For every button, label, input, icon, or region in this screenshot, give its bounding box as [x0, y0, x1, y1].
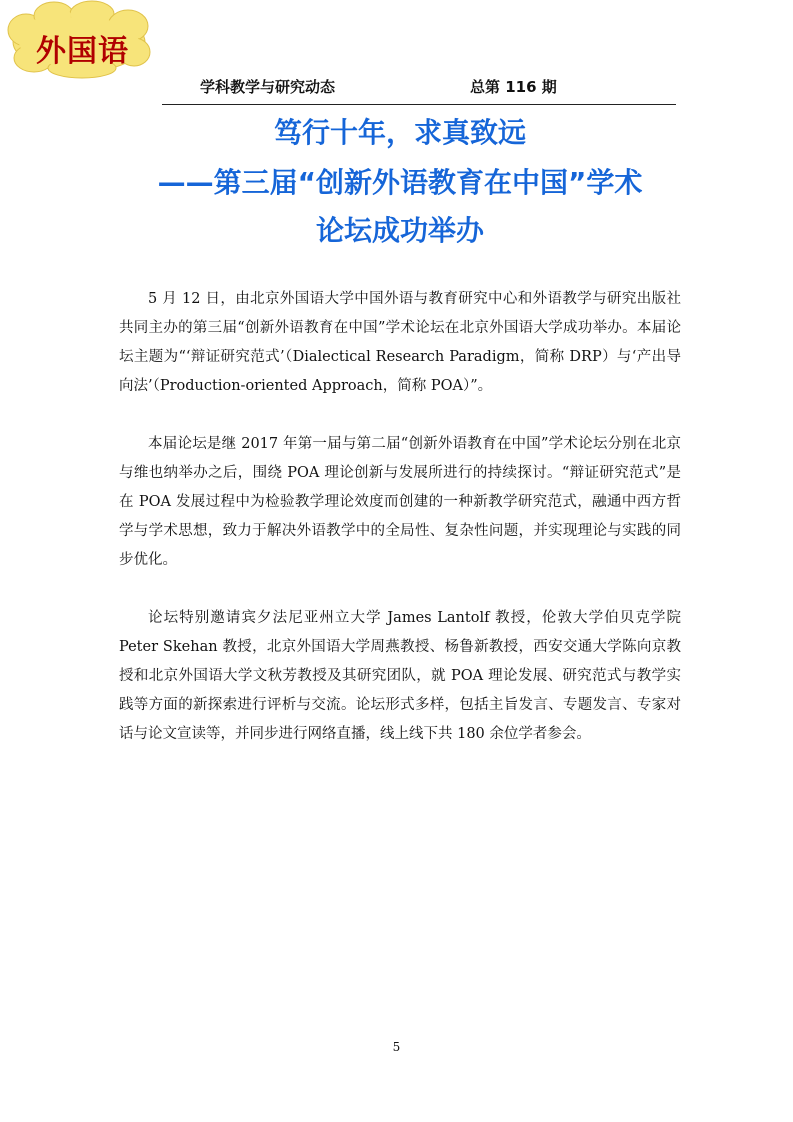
- running-header: [162, 74, 676, 105]
- header-journal-section: 学科教学与研究动态: [200, 78, 336, 96]
- logo-text: 外国语: [36, 34, 129, 69]
- article-title-line-1: 笃行十年，求真致远: [273, 116, 526, 149]
- logo: [4, 0, 154, 80]
- page-number: 5: [392, 1040, 401, 1054]
- article-body: [119, 285, 681, 778]
- article-title-line-2: ——第三届“创新外语教育在中国”学术: [157, 166, 643, 199]
- header-issue-number: 总第 116 期: [470, 78, 557, 96]
- body-paragraph-3: 论坛特别邀请宾夕法尼亚州立大学 James Lantolf 教授，伦敦大学伯贝克学院 Peter Skehan 教授，北京外国语大学周燕教授、杨鲁新教授，西安交通大学陈向京教授和北京外国语大学文秋芳教授及其研究团队，就 POA 理论发展、研究范式与教学实践等方面的新探索进行评析与交流。论坛形式多样，包括主旨发言、专题发言、专家对话与论文宣读等，并同步进行网络直播，线上线下共 180 余位学者参会。: [119, 610, 681, 742]
- body-paragraph-1: 5 月 12 日，由北京外国语大学中国外语与教育研究中心和外语教学与研究出版社共同主办的第三届“创新外语教育在中国”学术论坛在北京外国语大学成功举办。本届论坛主题为“‘辩证研究范式’（Dialectical Research Paradigm，简称 DRP）与‘产出导向法’（Production-oriented Approach，简称 POA）”。: [119, 291, 681, 394]
- body-paragraph-2: 本届论坛是继 2017 年第一届与第二届“创新外语教育在中国”学术论坛分别在北京与维也纳举办之后，围绕 POA 理论创新与发展所进行的持续探讨。“辩证研究范式”是在 POA 发展过程中为检验教学理论效度而创建的一种新教学研究范式，融通中西方哲学与学术思想，致力于解决外语教学中的全局性、复杂性问题，并实现理论与实践的同步优化。: [119, 436, 681, 568]
- article-title-line-3: 论坛成功举办: [315, 214, 484, 247]
